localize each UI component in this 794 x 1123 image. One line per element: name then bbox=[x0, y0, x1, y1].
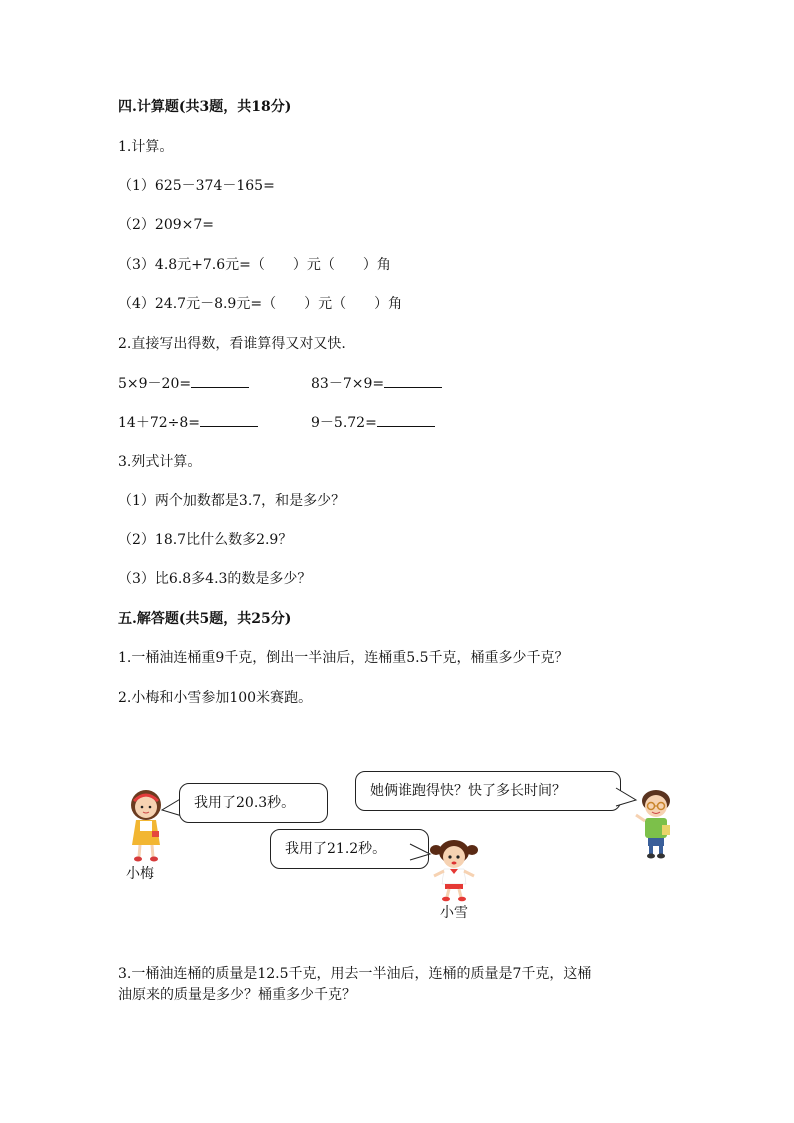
answer-blank[interactable] bbox=[191, 375, 249, 388]
q2-item-3 bbox=[118, 413, 258, 433]
s5-q2: 2.小梅和小雪参加100米赛跑。 bbox=[118, 690, 313, 706]
q2-item-4-text: 9－5.72= bbox=[311, 415, 377, 431]
boy-illustration bbox=[632, 787, 682, 859]
q3-item-3: （3）比6.8多4.3的数是多少？ bbox=[118, 571, 312, 587]
xiaoxue-illustration bbox=[428, 838, 480, 902]
q1-item-3: （3）4.8元+7.6元=（ ）元（ ）角 bbox=[118, 257, 391, 273]
q2-item-1-text: 5×9－20= bbox=[118, 376, 192, 392]
speech-bubble-xiaomei: 我用了20.3秒。 bbox=[179, 783, 328, 823]
name-xiaomei: 小梅 bbox=[126, 866, 154, 882]
section-5-title: 五.解答题(共5题，共25分) bbox=[118, 611, 292, 627]
q2-item-2-text: 83－7×9= bbox=[311, 376, 385, 392]
q1-item-1: （1）625－374－165= bbox=[118, 178, 275, 194]
answer-blank[interactable] bbox=[377, 414, 435, 427]
s5-q3-line-2: 油原来的质量是多少？桶重多少千克？ bbox=[118, 987, 356, 1003]
q1-item-4: （4）24.7元－8.9元=（ ）元（ ）角 bbox=[118, 296, 403, 312]
q1-item-2: （2）209×7= bbox=[118, 217, 214, 233]
answer-blank[interactable] bbox=[200, 414, 258, 427]
q2-item-1 bbox=[118, 374, 249, 394]
name-xiaoxue: 小雪 bbox=[440, 905, 468, 921]
speech-bubble-xiaoxue: 我用了21.2秒。 bbox=[270, 829, 429, 869]
section-4-title: 四.计算题(共3题，共18分) bbox=[118, 99, 292, 115]
q2-item-4 bbox=[311, 413, 435, 433]
q2-item-3-text: 14＋72÷8= bbox=[118, 415, 200, 431]
speech-bubble-boy: 她俩谁跑得快？快了多长时间？ bbox=[355, 771, 621, 811]
q3-item-2: （2）18.7比什么数多2.9？ bbox=[118, 532, 293, 548]
s5-q1: 1.一桶油连桶重9千克，倒出一半油后，连桶重5.5千克，桶重多少千克？ bbox=[118, 650, 569, 666]
q1-title: 1.计算。 bbox=[118, 139, 174, 155]
q3-title: 3.列式计算。 bbox=[118, 454, 202, 470]
s5-q3-line-1: 3.一桶油连桶的质量是12.5千克，用去一半油后，连桶的质量是7千克，这桶 bbox=[118, 966, 592, 982]
answer-blank[interactable] bbox=[384, 375, 442, 388]
q3-item-1: （1）两个加数都是3.7，和是多少？ bbox=[118, 493, 346, 509]
q2-item-2 bbox=[311, 374, 442, 394]
q2-title: 2.直接写出得数，看谁算得又对又快. bbox=[118, 336, 346, 352]
